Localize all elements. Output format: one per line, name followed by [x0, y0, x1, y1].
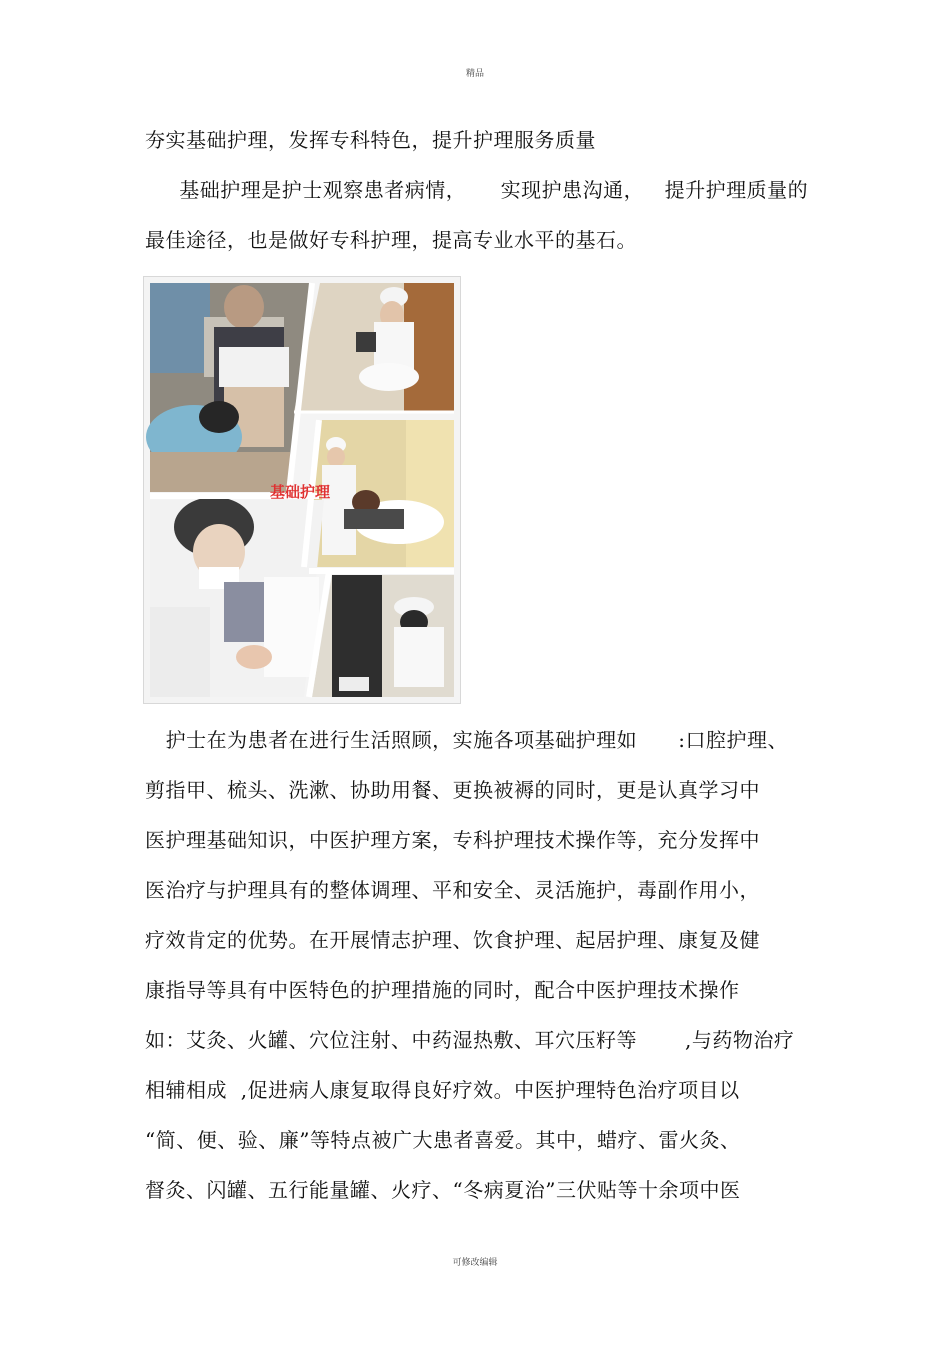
- body-line-9: “简、便、验、廉”等特点被广大患者喜爱。其中，蜡疗、雷火灸、: [145, 1128, 741, 1152]
- patient-feet-care-photo: [312, 575, 454, 697]
- page-footer-mark: 可修改编辑: [452, 1258, 498, 1268]
- body-line-3: 医护理基础知识，中医护理方案，专科护理技术操作等，充分发挥中: [145, 828, 760, 852]
- body-line-6: 康指导等具有中医特色的护理措施的同时，配合中医护理技术操作: [145, 978, 740, 1002]
- body-line-1: 护士在为患者在进行生活照顾，实施各项基础护理如 :口腔护理、: [145, 728, 788, 752]
- nurse-kneeling-photo: [294, 283, 454, 412]
- page-header-mark: 精品: [465, 69, 484, 79]
- body-line-8: 相辅相成 ,促进病人康复取得良好疗效。中医护理特色治疗项目以: [145, 1078, 740, 1102]
- patient-in-wheelchair-photo: [146, 283, 312, 492]
- intro-line-1: 基础护理是护士观察患者病情， 实现护患沟通， 提升护理质量的: [145, 178, 809, 202]
- body-line-10: 督灸、闪罐、五行能量罐、火疗、“冬病夏治”三伏贴等十余项中医: [145, 1178, 741, 1202]
- body-line-5: 疗效肯定的优势。在开展情志护理、饮食护理、起居护理、康复及健: [145, 928, 760, 952]
- body-line-4: 医治疗与护理具有的整体调理、平和安全、灵活施护，毒副作用小，: [145, 878, 760, 902]
- nurse-close-care-photo: [150, 497, 324, 697]
- body-line-2: 剪指甲、梳头、洗漱、协助用餐、更换被褥的同时，更是认真学习中: [145, 778, 760, 802]
- collage-caption: 基础护理: [270, 483, 331, 501]
- intro-line-2: 最佳途径，也是做好专科护理，提高专业水平的基石。: [145, 228, 637, 252]
- body-line-7: 如：艾灸、火罐、穴位注射、中药湿热敷、耳穴压籽等 ,与药物治疗: [145, 1028, 795, 1052]
- nursing-photo-collage: [143, 276, 461, 704]
- document-title: 夯实基础护理，发挥专科特色，提升护理服务质量: [145, 128, 596, 152]
